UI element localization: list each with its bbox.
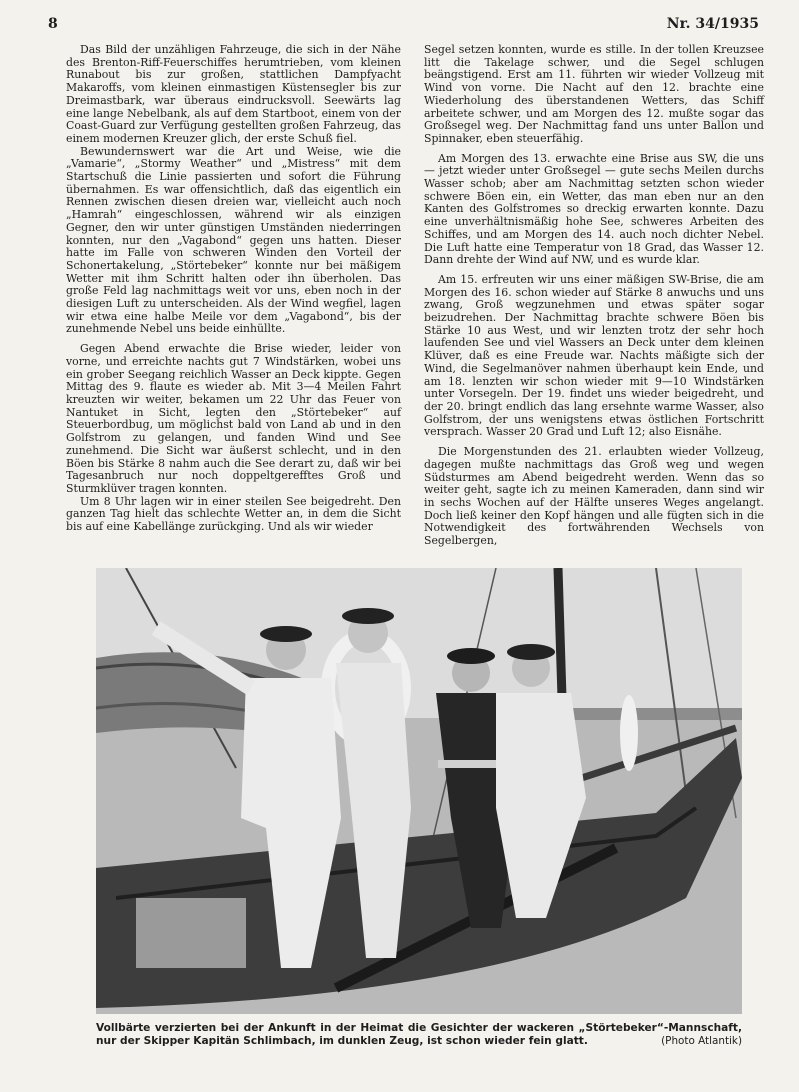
paragraph: Segel setzen konnten, wurde es stille. In der tollen Kreuzsee litt die Takelage schwer, und die Segel schlugen beängstigend. Erst am 11. führten wir wieder Vollzeug mit Wind von vorne. Die Nacht auf den 12. brachte eine Wiederholung des überstandenen Wetters, das Schiff arbeitete schwer, und am Morgen des 12. mußte sogar das Großsegel weg. Der Nachmittag fand uns unter Ballon und Spinnaker, eben steuerfähig.: [424, 43, 764, 145]
issue-number: Nr. 34/1935: [666, 16, 759, 32]
paragraph: Gegen Abend erwachte die Brise wieder, leider von vorne, und erreichte nachts gut 7 Windstärken, wobei uns ein grober Seegang reichlich Wasser an Deck kippte. Gegen Mittag des 9. flaute es wieder ab. Mit 3—4 Meilen Fahrt kreuzten wir weiter, bekamen um 22 Uhr das Feuer von Nantuket in Sicht, legten den „Störtebeker“ auf Steuerbordbug, um möglichst bald von Land ab und in den Golfstrom zu gelangen, und fanden Wind und See zunehmend. Die Sicht war äußerst schlecht, und in den Böen bis Stärke 8 nahm auch die See derart zu, daß wir bei Tagesanbruch nur noch doppeltgerefftes Groß und Sturmklüver tragen konnten.: [66, 342, 401, 495]
paragraph: Bewundernswert war die Art und Weise, wie die „Vamarie“, „Stormy Weather“ und „Mistress“ mit dem Startschuß die Linie passierten und sofort die Führung übernahmen. Es war offensichtlich, daß das eigentlich ein Rennen zwischen diesen dreien war, vielleicht auch noch „Hamrah“ eingeschlossen, während wir als einzigen Gegner, den wir unter günstigen Umständen niederringen konnten, nur den „Vagabond“ gegen uns hatten. Dieser hatte im Falle von schweren Winden den Vorteil der Schonertakelung, „Störtebeker“ konnte nur bei mäßigem Wetter mit ihm Schritt halten oder ihn überholen. Das große Feld lag nachmittags weit vor uns, eben noch in der diesigen Luft zu unterscheiden. Als der Wind wegfiel, lagen wir etwa eine halbe Meile vor dem „Vagabond“, bis der zunehmende Nebel uns beide einhüllte.: [66, 144, 401, 336]
article-column-right: [424, 44, 764, 548]
caption-text: Vollbärte verzierten bei der Ankunft in der Heimat die Gesichter der wackeren „Störtebeker“-Mannschaft, nur der Skipper Kapitän Schlimbach, im dunklen Zeug, ist schon wieder fein glatt.: [96, 1022, 742, 1047]
crew-photo: [96, 568, 742, 1014]
page-number: 8: [48, 16, 58, 32]
article-column-left: [66, 44, 401, 534]
paragraph: Das Bild der unzähligen Fahrzeuge, die sich in der Nähe des Brenton-Riff-Feuerschiffes herumtrieben, vom kleinen Runabout bis zur großen, stattlichen Dampfyacht Makaroffs, vom kleinen einmastigen Küstensegler bis zur Dreimastbark, war überaus eindrucksvoll. Seewärts lag eine lange Nebelbank, als auf dem Startboot, einem von der Coast-Guard zur Verfügung gestellten großen Fahrzeug, das einem modernen Kreuzer glich, der erste Schuß fiel.: [66, 43, 401, 145]
paragraph: Am Morgen des 13. erwachte eine Brise aus SW, die uns — jetzt wieder unter Großsegel — gute sechs Meilen durchs Wasser schob; aber am Nachmittag setzten schon wieder schwere Böen ein, ein Wetter, das man eben nur an den Kanten des Golfstromes so dreckig erwarten konnte. Dazu eine unverhältnismäßig hohe See, schweres Arbeiten des Schiffes, und am Morgen des 14. auch noch dichter Nebel. Die Luft hatte eine Temperatur von 18 Grad, das Wasser 12. Dann drehte der Wind auf NW, und es wurde klar.: [424, 151, 764, 267]
paragraph: Die Morgenstunden des 21. erlaubten wieder Vollzeug, dagegen mußte nachmittags das Groß weg und wegen Südsturmes am Abend beigedreht werden. Wenn das so weiter geht, sagte ich zu meinen Kameraden, dann sind wir in sechs Wochen auf der Hälfte unseres Weges angelangt. Doch ließ keiner den Kopf hängen und alle fügten sich in die Notwendigkeit des fortwährenden Wechsels von Segelbergen,: [424, 445, 764, 548]
paragraph: Am 15. erfreuten wir uns einer mäßigen SW-Brise, die am Morgen des 16. schon wieder auf Stärke 8 anwuchs und uns zwang, Groß wegzunehmen und etwas später sogar beizudrehen. Der Nachmittag brachte schwere Böen bis Stärke 10 aus West, und wir lenzten trotz der sehr hoch laufenden See und viel Wassers an Deck unter dem kleinen Klüver, daß es eine Freude war. Nachts mäßigte sich der Wind, die Segelmanöver nahmen überhaupt kein Ende, und am 18. lenzten wir schon wieder mit 9—10 Windstärken unter Vorsegeln. Der 19. findet uns wieder beigedreht, und der 20. bringt endlich das lang ersehnte warme Wasser, also Golfstrom, der uns wenigstens etwas östlichen Fortschritt versprach. Wasser 20 Grad und Luft 12; also Eisnähe.: [424, 272, 764, 439]
crew-photo-illustration: [96, 568, 742, 1014]
photo-credit: (Photo Atlantik): [661, 1035, 742, 1047]
photo-caption: [96, 1022, 742, 1048]
paragraph: Um 8 Uhr lagen wir in einer steilen See beigedreht. Den ganzen Tag hielt das schlechte Wetter an, in dem die Sicht bis auf eine Kabellänge zurückging. Und als wir wieder: [66, 494, 401, 534]
